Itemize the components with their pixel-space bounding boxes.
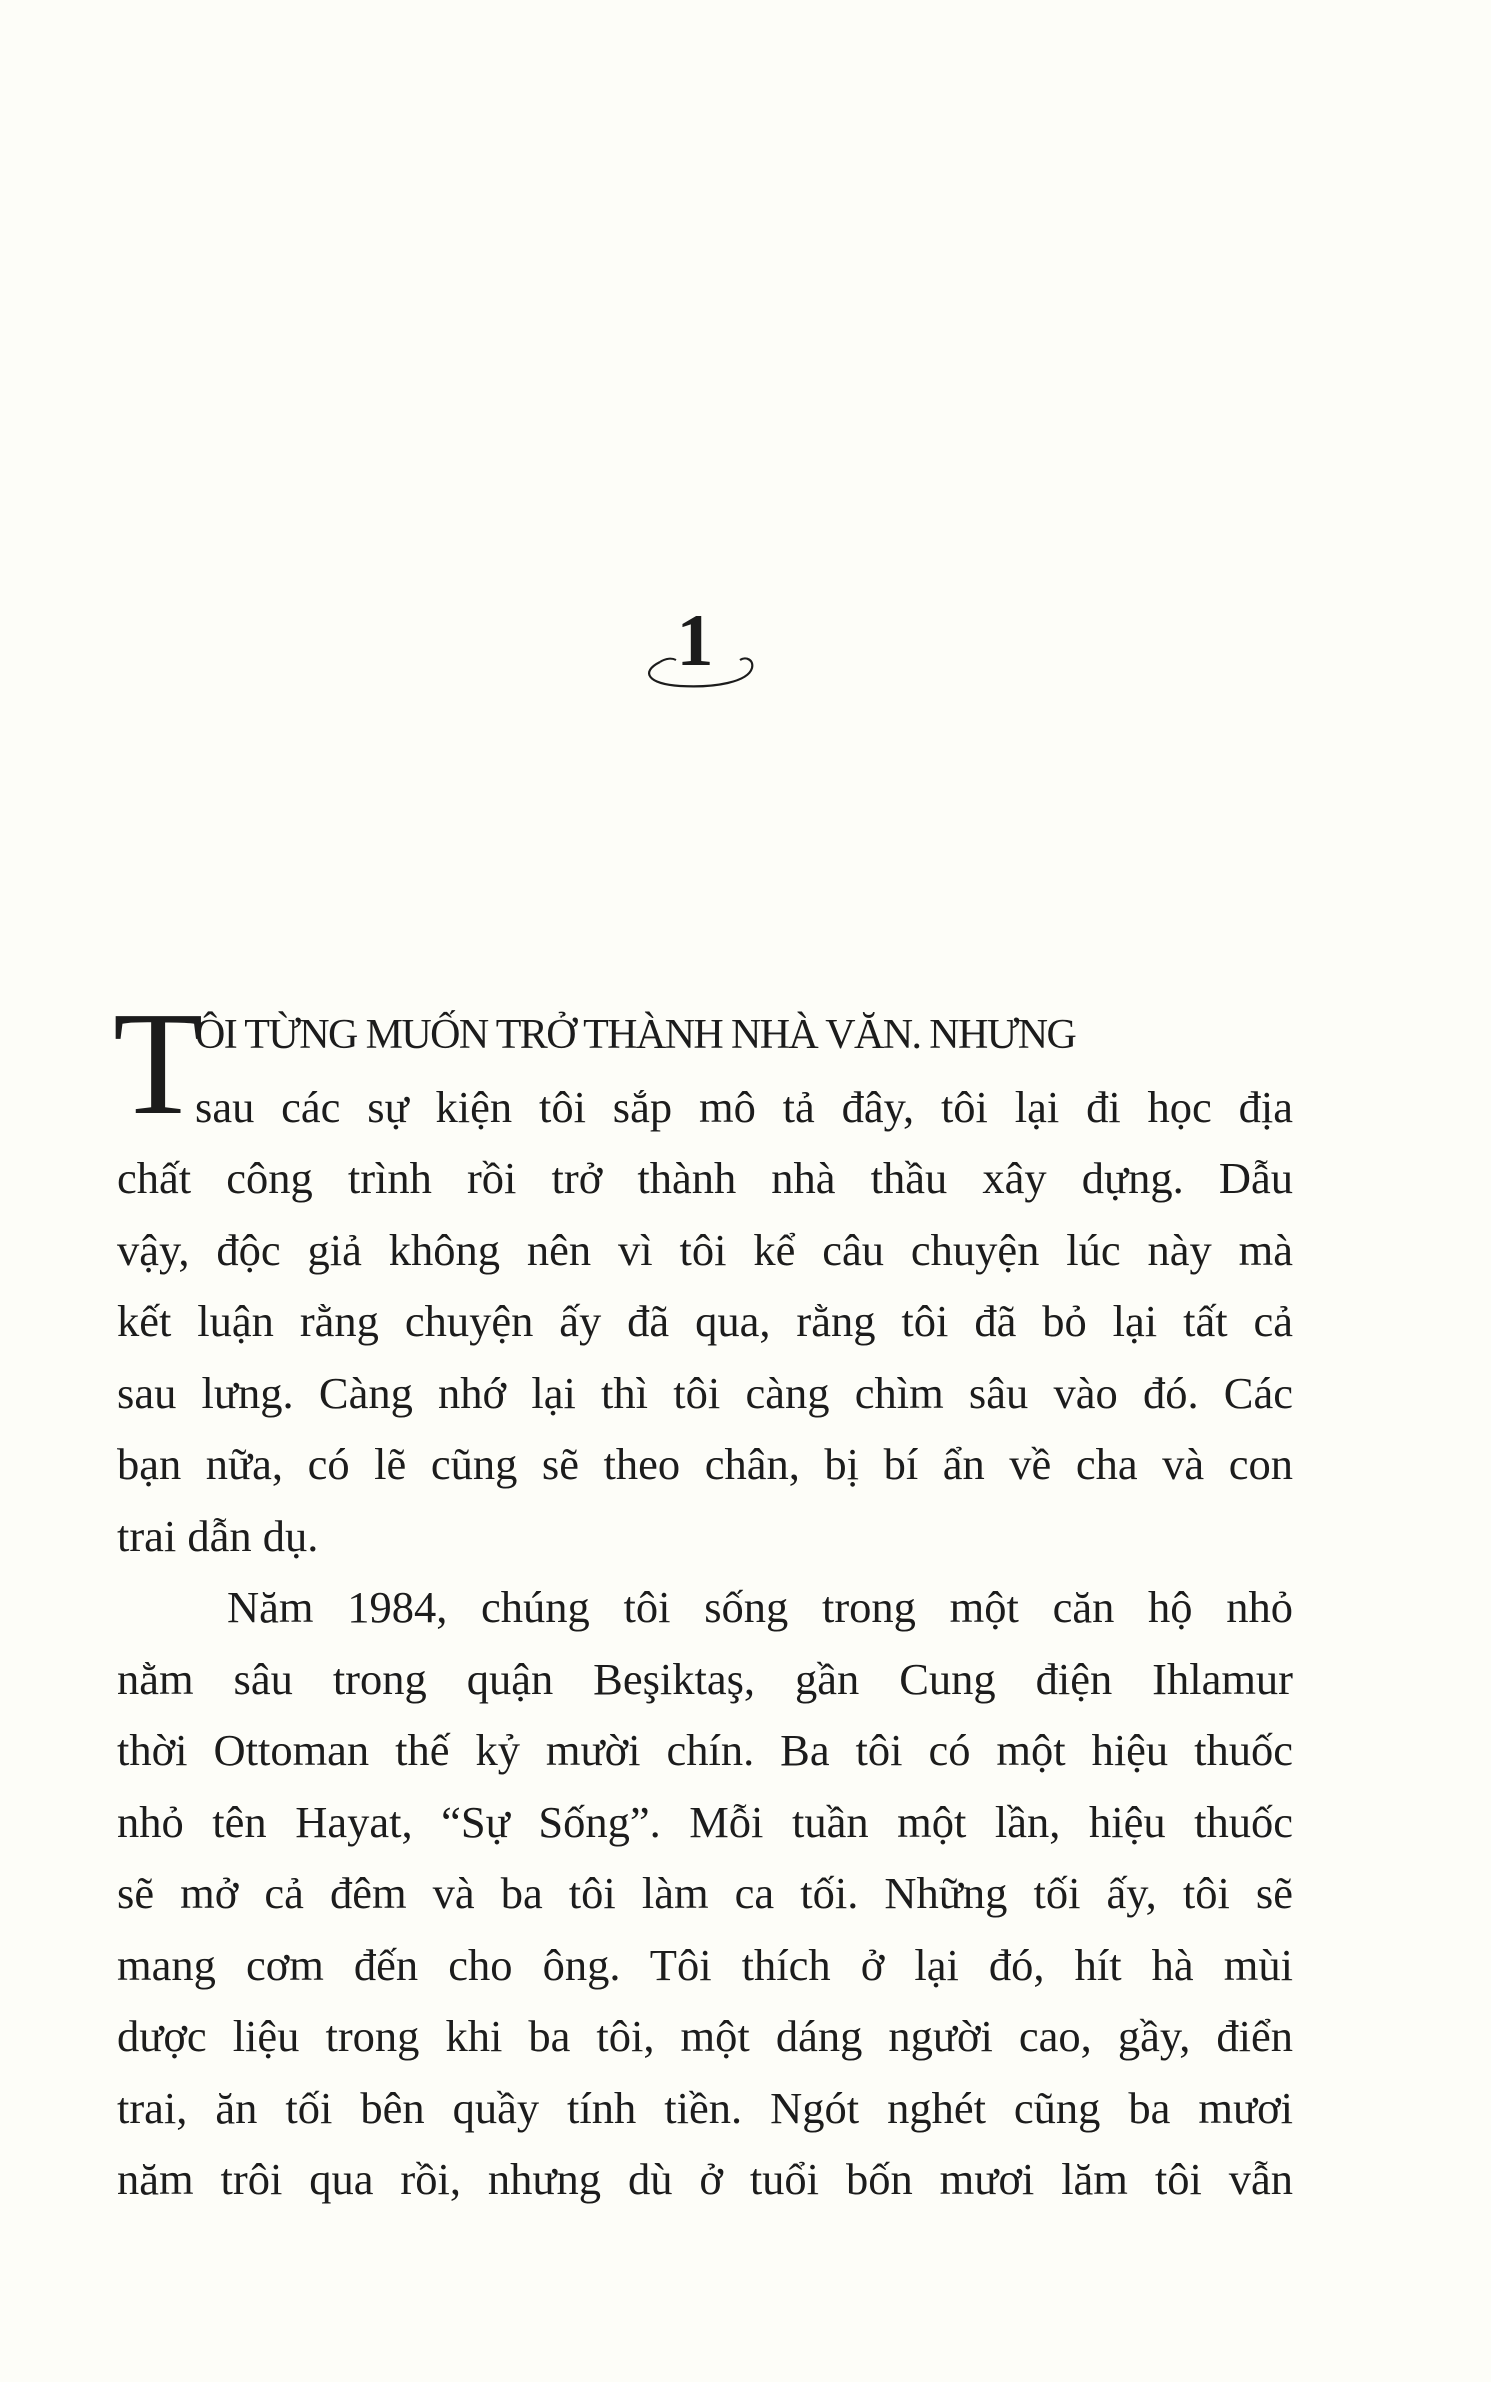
text-line: sau các sự kiện tôi sắp mô tả đây, tôi lại đi học địa <box>195 1081 1293 1132</box>
chapter-heading <box>620 596 770 696</box>
paragraph-2 <box>117 1572 1293 2216</box>
text-line: trai, ăn tối bên quầy tính tiền. Ngót nghét cũng ba mươi <box>117 2082 1293 2133</box>
text-line: thời Ottoman thế kỷ mười chín. Ba tôi có một hiệu thuốc <box>117 1725 1293 1775</box>
text-line: vậy, độc giả không nên vì tôi kể câu chuyện lúc này mà <box>117 1224 1293 1275</box>
text-line: trai dẫn dụ. <box>117 1510 319 1561</box>
text-line: nhỏ tên Hayat, “Sự Sống”. Mỗi tuần một lần, hiệu thuốc <box>117 1796 1293 1847</box>
text-line: kết luận rằng chuyện ấy đã qua, rằng tôi đã bỏ lại tất cả <box>117 1296 1293 1346</box>
text-line: sẽ mở cả đêm và ba tôi làm ca tối. Những tối ấy, tôi sẽ <box>117 1868 1293 1918</box>
text-line: nằm sâu trong quận Beşiktaş, gần Cung điện Ihlamur <box>117 1653 1293 1704</box>
drop-cap: T <box>113 982 204 1146</box>
text-line: mang cơm đến cho ông. Tôi thích ở lại đó, hít hà mùi <box>117 1939 1293 1990</box>
paragraph-1 <box>113 982 1293 1572</box>
text-line: chất công trình rồi trở thành nhà thầu xây dựng. Dẫu <box>117 1153 1293 1203</box>
text-line: dược liệu trong khi ba tôi, một dáng người cao, gầy, điển <box>117 2011 1293 2061</box>
text-line: Năm 1984, chúng tôi sống trong một căn hộ nhỏ <box>227 1582 1293 1632</box>
text-line: năm trôi qua rồi, nhưng dù ở tuổi bốn mươi lăm tôi vẫn <box>117 2154 1293 2204</box>
text-line: sau lưng. Càng nhớ lại thì tôi càng chìm sâu vào đó. Các <box>117 1367 1293 1418</box>
opening-caps-text: ÔI TỪNG MUỐN TRỞ THÀNH NHÀ VĂN. NHƯNG <box>195 1012 1076 1058</box>
body-text <box>113 982 1293 2216</box>
chapter-number: 1 <box>676 600 714 682</box>
text-line: bạn nữa, có lẽ cũng sẽ theo chân, bị bí ẩn về cha và con <box>117 1439 1293 1489</box>
